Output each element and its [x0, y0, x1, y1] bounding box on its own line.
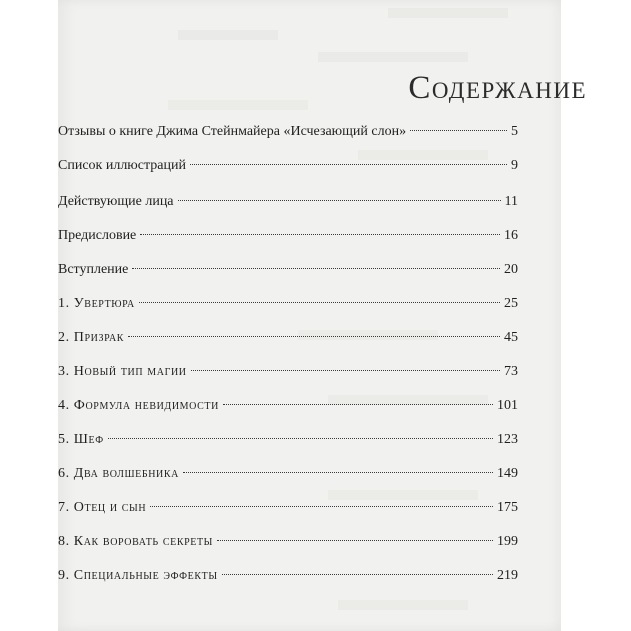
dot-leader — [410, 130, 507, 131]
toc-entry-title: 5. Шеф — [58, 432, 104, 447]
toc-entry-title: 3. Новый тип магии — [58, 364, 187, 379]
toc-entry — [58, 158, 518, 178]
toc-entry-title: 9. Специальные эффекты — [58, 568, 218, 583]
toc-entry — [58, 466, 518, 486]
dot-leader — [183, 472, 493, 473]
toc-entry-title: 8. Как воровать секреты — [58, 534, 214, 549]
bleed-through-mark — [388, 8, 508, 18]
toc-entry-page-number: 199 — [497, 534, 518, 549]
dot-leader — [128, 336, 500, 337]
toc-entry-page-number: 219 — [497, 568, 518, 583]
toc-entry-page-number: 101 — [497, 398, 518, 413]
toc-entry-page-number: 149 — [497, 466, 518, 481]
bleed-through-mark — [328, 490, 478, 500]
toc-entry — [58, 296, 518, 316]
toc-entry — [58, 330, 518, 350]
toc-entry-title: Действующие лица — [58, 194, 174, 209]
toc-entry-title: 1. Увертюра — [58, 296, 135, 311]
toc-entry — [58, 262, 518, 282]
toc-entry — [58, 568, 518, 588]
bleed-through-mark — [178, 30, 278, 40]
toc-entry-page-number: 20 — [504, 262, 518, 277]
dot-leader — [150, 506, 493, 507]
toc-entry-page-number: 73 — [504, 364, 518, 379]
dot-leader — [108, 438, 493, 439]
dot-leader — [222, 574, 493, 575]
toc-entry-title: Список иллюстраций — [58, 158, 186, 173]
page-title: Содержание — [408, 70, 587, 106]
toc-entry-page-number: 123 — [497, 432, 518, 447]
dot-leader — [190, 164, 507, 165]
toc-entry-page-number: 16 — [504, 228, 518, 243]
bleed-through-mark — [168, 100, 308, 110]
toc-entry-title: 4. Формула невидимости — [58, 398, 219, 413]
toc-entry — [58, 194, 518, 214]
toc-entry — [58, 500, 518, 520]
dot-leader — [140, 234, 500, 235]
toc-entry-title: 6. Два волшебника — [58, 466, 179, 481]
toc-entry-page-number: 45 — [504, 330, 518, 345]
dot-leader — [139, 302, 500, 303]
toc-entry — [58, 398, 518, 418]
dot-leader — [132, 268, 500, 269]
toc-entry-page-number: 11 — [504, 194, 518, 209]
toc-entry-page-number: 9 — [511, 158, 518, 173]
dot-leader — [178, 200, 501, 201]
toc-entry-title: 2. Призрак — [58, 330, 125, 345]
dot-leader — [191, 370, 500, 371]
toc-entry-title: Отзывы о книге Джима Стейнмайера «Исчезающий слон» — [58, 124, 407, 139]
toc-entry — [58, 364, 518, 384]
toc-entry-title: Предисловие — [58, 228, 137, 243]
toc-entry — [58, 432, 518, 452]
toc-entry-page-number: 175 — [497, 500, 518, 515]
toc-entry-page-number: 25 — [504, 296, 518, 311]
bleed-through-mark — [338, 600, 468, 610]
toc-entry-title: Вступление — [58, 262, 129, 277]
dot-leader — [223, 404, 493, 405]
toc-entry — [58, 534, 518, 554]
toc-entry-page-number: 5 — [511, 124, 518, 139]
toc-entry — [58, 228, 518, 248]
dot-leader — [217, 540, 493, 541]
toc-entry-title: 7. Отец и сын — [58, 500, 147, 515]
toc-entry — [58, 124, 518, 144]
bleed-through-mark — [318, 52, 468, 62]
